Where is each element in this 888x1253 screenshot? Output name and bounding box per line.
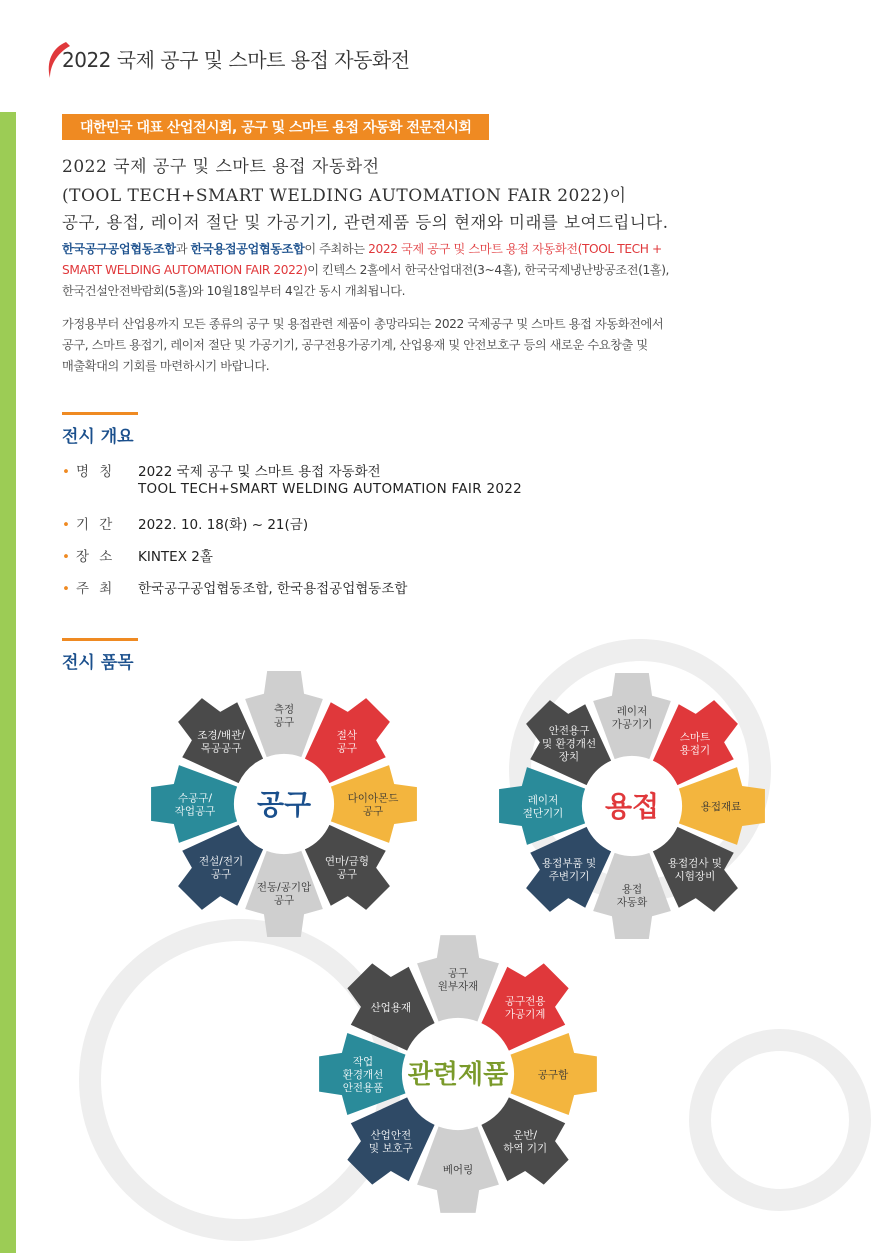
related-segment-label: 작업 [352,1056,374,1068]
fair-name: 2022 국제 공구 및 스마트 용접 자동화전(TOOL TECH + [368,242,662,256]
welding-segment-label: 레이저 [616,705,648,718]
welding-segment-label: 장치 [558,751,580,764]
welding-segment-label: 용접기 [679,744,711,757]
related-segment-label: 운반/ [513,1129,538,1142]
page-title: 2022 국제 공구 및 스마트 용접 자동화전 [62,48,410,72]
tools-center-label: 공구 [256,787,312,821]
welding-segment-label: 안전용구 [548,725,590,738]
overview-row-venue: • 장 소 KINTEX 2홀 [62,549,213,565]
tools-segment-label: 조경/배관/ [197,729,245,742]
welding-segment-label: 레이저 [527,794,559,807]
related-segment-label: 환경개선 [342,1069,384,1081]
welding-segment-label: 및 환경개선 [542,738,597,751]
tools-gear [151,671,417,937]
related-segment-label: 공구 [447,967,469,980]
intro-paragraph: 한국공구공업협동조합과 한국용접공업협동조합이 주최하는 2022 국제 공구 및 스마트 용접 자동화전(TOOL TECH + SMART WELDING AUTOMATION FAIR 2022)이 킨텍스 2홀에서 한국산업대전(3~4홀), 한국국제냉난방공조전(1홀), 한국건설안전박람회(5홀)와 10월18일부터 4일간 동시 개최됩니다. [62,242,670,298]
welding-segment-label: 가공기기 [611,718,653,731]
section-divider [62,412,138,415]
related-center-label: 관련제품 [407,1060,509,1091]
items-title: 전시 품목 [62,653,134,673]
tools-segment-label: 측정 [273,703,295,716]
tools-segment-label: 공구 [210,868,232,881]
tools-segment-label: 작업공구 [174,805,216,818]
welding-center-label: 용접 [604,789,660,823]
overview-row-name: • 명 칭 2022 국제 공구 및 스마트 용접 자동화전 TOOL TECH+SMART WELDING AUTOMATION FAIR 2022 [62,464,523,497]
related-segment-label: 가공기계 [504,1008,546,1021]
welding-segment-label: 절단기기 [522,807,564,820]
welding-segment-label: 용접재료 [700,801,742,813]
tools-segment-label: 공구 [273,894,295,907]
tools-segment-label: 공구 [336,742,358,755]
related-segment-label: 및 보호구 [368,1142,413,1155]
related-segment-label: 베어링 [442,1164,474,1176]
headline-line-2: (TOOL TECH+SMART WELDING AUTOMATION FAIR 2022)이 [62,186,627,206]
tools-segment-label: 목공공구 [200,742,242,755]
welding-segment-label: 스마트 [679,731,711,744]
welding-gear [499,673,765,939]
related-segment-label: 하역 기기 [503,1142,548,1155]
headline-line-1: 2022 국제 공구 및 스마트 용접 자동화전 [62,157,380,177]
welding-segment-label: 주변기기 [548,870,590,883]
related-segment-label: 공구전용 [504,995,546,1008]
tools-segment-label: 공구 [362,805,384,818]
related-gear [319,935,597,1213]
tools-segment-label: 절삭 [336,729,358,742]
tools-segment-label: 공구 [273,716,295,729]
org-tools: 한국공구공업협동조합 [62,242,176,256]
related-segment-label: 안전용품 [342,1082,384,1094]
tools-segment-label: 전동/공기압 [256,881,312,894]
overview-title: 전시 개요 [62,427,134,447]
welding-segment-label: 용접검사 및 [667,857,722,870]
tools-segment-label: 공구 [336,868,358,881]
tools-segment-label: 다이아몬드 [347,792,399,805]
related-segment-label: 산업안전 [370,1129,412,1142]
welding-segment-label: 용접부품 및 [542,857,597,870]
tools-segment-label: 연마/금형 [324,855,369,868]
welding-segment-label: 용접 [621,883,643,896]
headline-line-3: 공구, 용접, 레이저 절단 및 가공기기, 관련제품 등의 현재와 미래를 보여드립니다. [62,213,669,232]
overview-row-host: • 주 최 한국공구공업협동조합, 한국용접공업협동조합 [62,581,408,597]
related-segment-label: 산업용재 [370,1001,412,1014]
related-segment-label: 원부자재 [437,980,479,993]
org-welding: 한국용접공업협동조합 [190,242,305,256]
tagline-banner: 대한민국 대표 산업전시회, 공구 및 스마트 용접 자동화 전문전시회 [62,114,489,140]
related-segment-label: 공구함 [537,1069,569,1081]
tools-segment-label: 수공구/ [178,792,212,805]
description-paragraph: 가정용부터 산업용까지 모든 종류의 공구 및 용접관련 제품이 총망라되는 2022 국제공구 및 스마트 용접 자동화전에서 공구, 스마트 용접기, 레이저 절단 및 가공기기, 공구전용가공기계, 산업용재 및 안전보호구 등의 새로운 수요창출 및 매출확대의 기회를 마련하시기 바랍니다. [62,317,664,373]
welding-segment-label: 자동화 [616,896,648,909]
exhibit-items-diagram [0,630,888,1253]
welding-segment-label: 시험장비 [674,870,716,883]
tools-segment-label: 전설/전기 [199,855,244,868]
overview-row-period: • 기 간 2022. 10. 18(화) ~ 21(금) [62,517,309,533]
